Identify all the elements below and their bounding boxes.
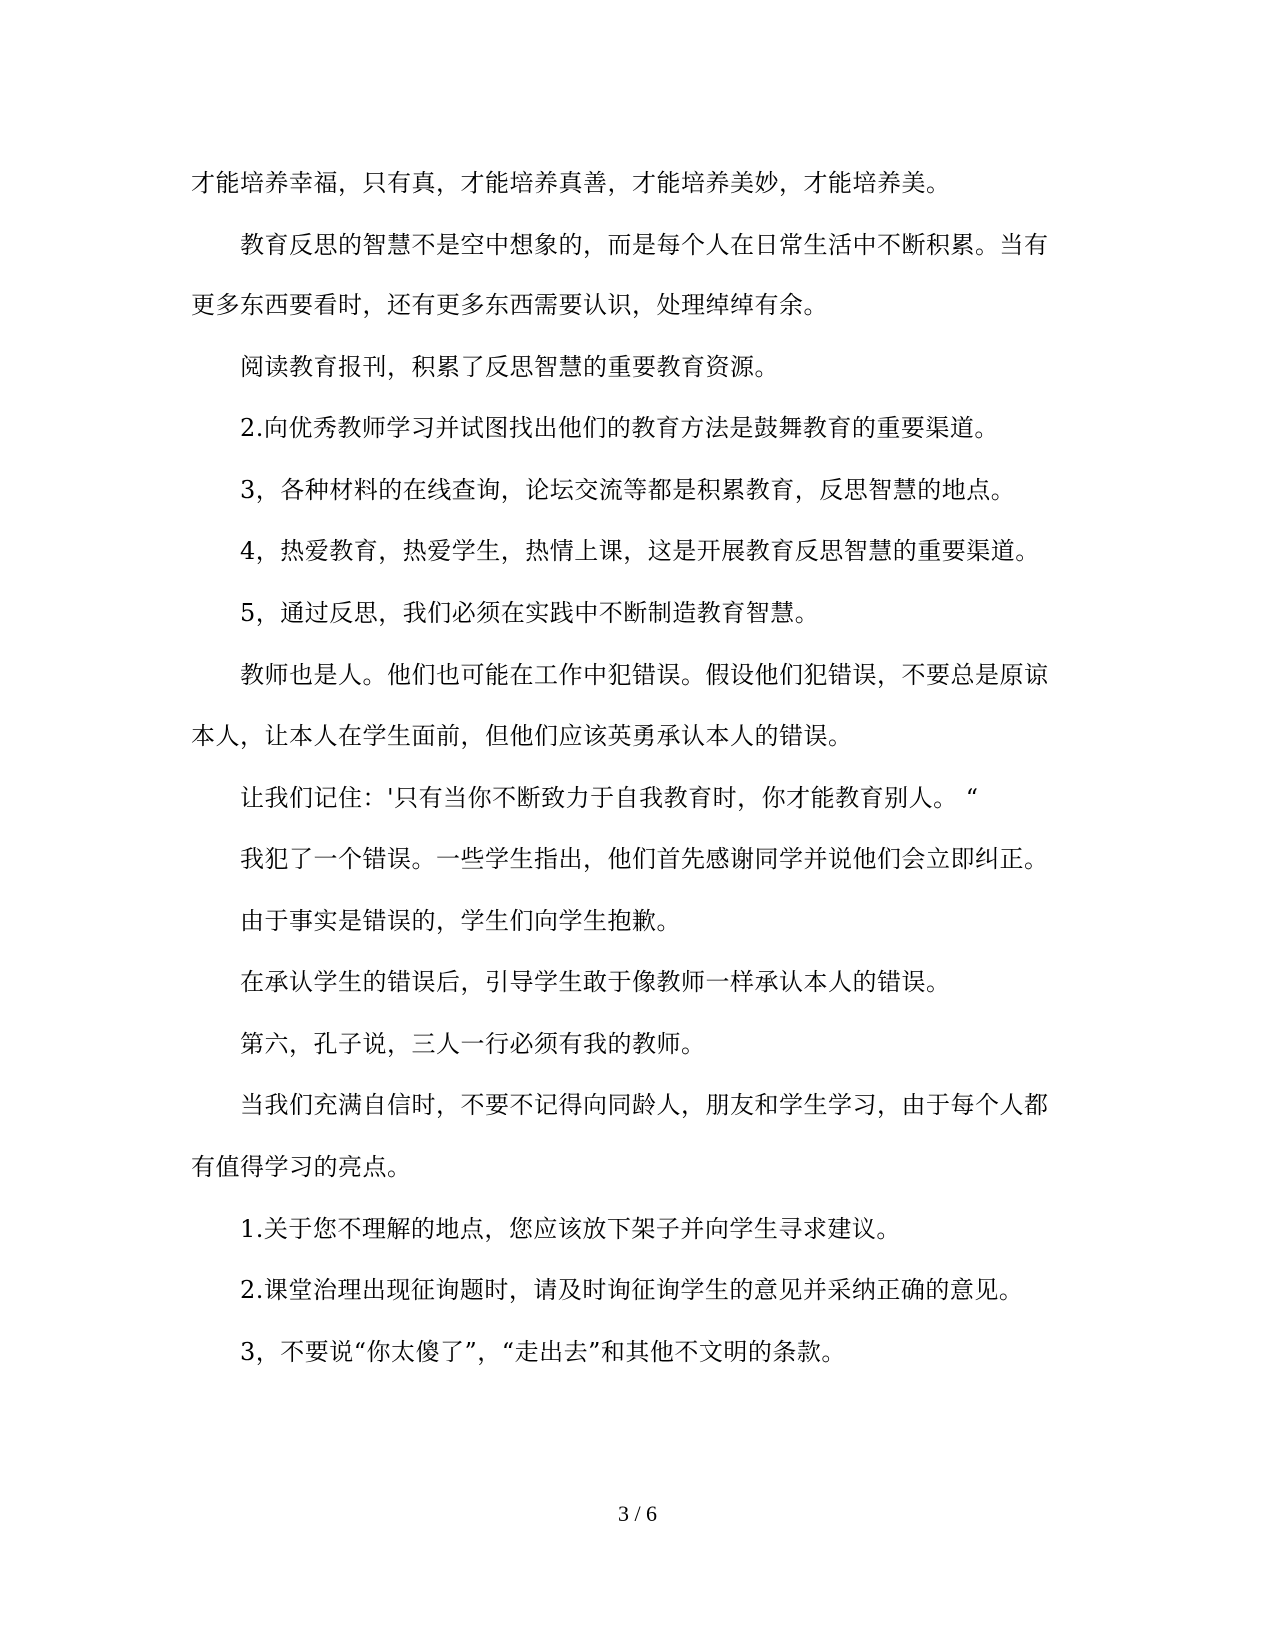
text-line-9: 教师也是人。他们也可能在工作中犯错误。假设他们犯错误，不要总是原谅	[240, 661, 1049, 689]
text-line-18: 1.关于您不理解的地点，您应该放下架子并向学生寻求建议。	[240, 1215, 901, 1243]
text-line-11: 让我们记住：'只有当你不断致力于自我教育时，你才能教育别人。 “	[240, 784, 979, 812]
text-line-1: 才能培养幸福，只有真，才能培养真善，才能培养美妙，才能培养美。	[191, 169, 951, 197]
text-line-15: 第六，孔子说，三人一行必须有我的教师。	[240, 1030, 706, 1058]
text-line-3: 更多东西要看时，还有更多东西需要认识，处理绰绰有余。	[191, 291, 828, 319]
page-number: 3 / 6	[617, 1501, 658, 1526]
text-line-8: 5，通过反思，我们必须在实践中不断制造教育智慧。	[240, 599, 820, 627]
text-line-4: 阅读教育报刊，积累了反思智慧的重要教育资源。	[240, 353, 779, 381]
text-line-7: 4，热爱教育，热爱学生，热情上课，这是开展教育反思智慧的重要渠道。	[240, 537, 1040, 565]
text-line-10: 本人，让本人在学生面前，但他们应该英勇承认本人的错误。	[191, 722, 853, 750]
text-line-13: 由于事实是错误的，学生们向学生抱歉。	[240, 907, 681, 935]
text-line-17: 有值得学习的亮点。	[191, 1153, 412, 1181]
text-line-5: 2.向优秀教师学习并试图找出他们的教育方法是鼓舞教育的重要渠道。	[240, 414, 999, 442]
text-line-12: 我犯了一个错误。一些学生指出，他们首先感谢同学并说他们会立即纠正。	[240, 845, 1049, 873]
text-line-20: 3，不要说“你太傻了”，“走出去”和其他不文明的条款。	[240, 1338, 846, 1366]
text-line-16: 当我们充满自信时，不要不记得向同龄人，朋友和学生学习，由于每个人都	[240, 1091, 1049, 1119]
text-line-14: 在承认学生的错误后，引导学生敢于像教师一样承认本人的错误。	[240, 968, 951, 996]
text-line-6: 3，各种材料的在线查询，论坛交流等都是积累教育，反思智慧的地点。	[240, 476, 1016, 504]
text-line-2: 教育反思的智慧不是空中想象的，而是每个人在日常生活中不断积累。当有	[240, 231, 1049, 259]
text-line-19: 2.课堂治理出现征询题时，请及时询征询学生的意见并采纳正确的意见。	[240, 1276, 1024, 1304]
